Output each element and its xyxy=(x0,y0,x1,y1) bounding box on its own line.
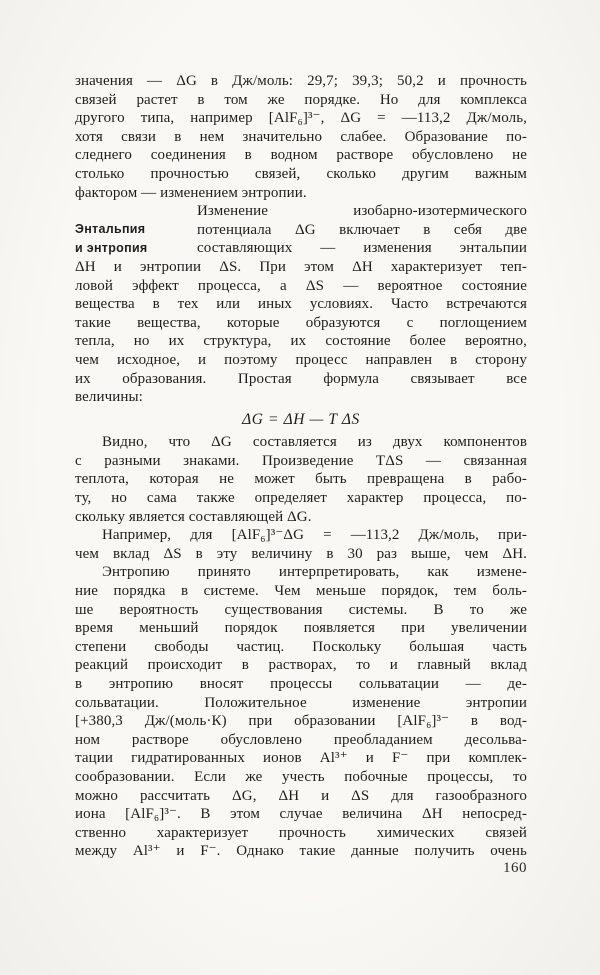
text-line: [+380,3 Дж/(моль·К) при образовании [AlF₆]³⁻ в вод- xyxy=(75,713,527,730)
paragraph xyxy=(75,433,527,526)
text-line: фактором — изменением энтропии. xyxy=(75,184,307,201)
text-line: с разными знаками. Произведение TΔS — связанная xyxy=(75,452,527,469)
text-line: ту, но сама также определяет характер процесса, по- xyxy=(75,490,527,507)
text-line: степени свободы частиц. Поскольку большая часть xyxy=(75,638,527,655)
text-line: Энтропию принято интерпретировать, как измене- xyxy=(102,564,527,581)
margin-note xyxy=(75,220,195,257)
text-line: в энтропию вносят процессы сольватации — де- xyxy=(75,676,527,692)
paragraph xyxy=(75,526,527,563)
text-line: ΔH и энтропии ΔS. При этом ΔH характеризует теп- xyxy=(75,258,527,275)
text-line: Например, для [AlF₆]³⁻ΔG = —113,2 Дж/моль, при- xyxy=(102,527,527,544)
body-text xyxy=(75,72,527,861)
margin-note-line: и энтропия xyxy=(75,240,148,255)
text-line: время меньший порядок появляется при увеличении xyxy=(75,620,527,637)
text-line: сольватации. Положительное изменение энтропии xyxy=(75,694,527,711)
text-line: Видно, что ΔG составляется из двух компонентов xyxy=(102,434,527,451)
text-line: можно рассчитать ΔG, ΔH и ΔS для газообразного xyxy=(75,787,527,804)
paragraph xyxy=(75,72,527,202)
text-line: столько прочностью связей, сколько другим важным xyxy=(75,165,527,182)
text-line: между Al³⁺ и F⁻. Однако такие данные получить очень xyxy=(75,843,527,860)
text-line: Изменение изобарно-изотермического xyxy=(197,203,527,220)
text-line: ном растворе обусловлено преобладанием десольва- xyxy=(75,731,527,748)
text-line: тации гидратированных ионов Al³⁺ и F⁻ при комплек- xyxy=(75,750,527,767)
text-block xyxy=(75,72,527,861)
text-line: хотя связи в нем значительно слабее. Образование по- xyxy=(75,128,527,145)
text-line: ственно характеризует прочность химических связей xyxy=(75,824,527,841)
text-line: величины: xyxy=(75,389,143,406)
text-line: вещества в тех или иных условиях. Часто встречаются xyxy=(75,296,527,313)
text-line: составляющих — изменения энтальпии xyxy=(197,240,527,257)
text-line: ше вероятность существования системы. В то же xyxy=(75,601,527,618)
text-line: сообразовании. Если же учесть побочные процессы, то xyxy=(75,768,527,785)
paragraph xyxy=(75,563,527,861)
text-line: теплота, которая не может быть превращена в рабо- xyxy=(75,471,527,488)
text-line: потенциала ΔG включает в себя две xyxy=(197,221,527,238)
text-line: реакций происходит в растворах, то и главный вклад xyxy=(75,657,527,674)
text-line: ловой эффект процесса, а ΔS — вероятное состояние xyxy=(75,277,527,294)
formula-line: ΔG = ΔH — T ΔS xyxy=(242,410,360,428)
text-line: ние порядка в системе. Чем меньше порядок, тем боль- xyxy=(75,583,527,600)
text-line: чем исходное, и поэтому процесс направлен в сторону xyxy=(75,351,527,368)
text-line: значения — ΔG в Дж/моль: 29,7; 39,3; 50,2 и прочность xyxy=(75,73,527,89)
text-line: другого типа, например [AlF₆]³⁻, ΔG = —113,2 Дж/моль, xyxy=(75,110,527,127)
text-line: тепла, но их структура, их состояние более вероятно, xyxy=(75,333,527,350)
text-line: следнего соединения в водном растворе обусловлено не xyxy=(75,147,527,164)
text-line: скольку является составляющей ΔG. xyxy=(75,508,312,525)
text-line: такие вещества, которые образуются с поглощением xyxy=(75,314,527,331)
text-line: чем вклад ΔS в эту величину в 30 раз выше, чем ΔH. xyxy=(75,545,527,562)
text-line: связей растет в том же порядке. Но для комплекса xyxy=(75,91,527,108)
text-line: иона [AlF₆]³⁻. В этом случае величина ΔH непосред- xyxy=(75,806,527,823)
page-number: 160 xyxy=(503,860,527,876)
margin-note-line: Энтальпия xyxy=(75,222,146,236)
text-line: их образования. Простая формула связывает все xyxy=(75,370,527,387)
